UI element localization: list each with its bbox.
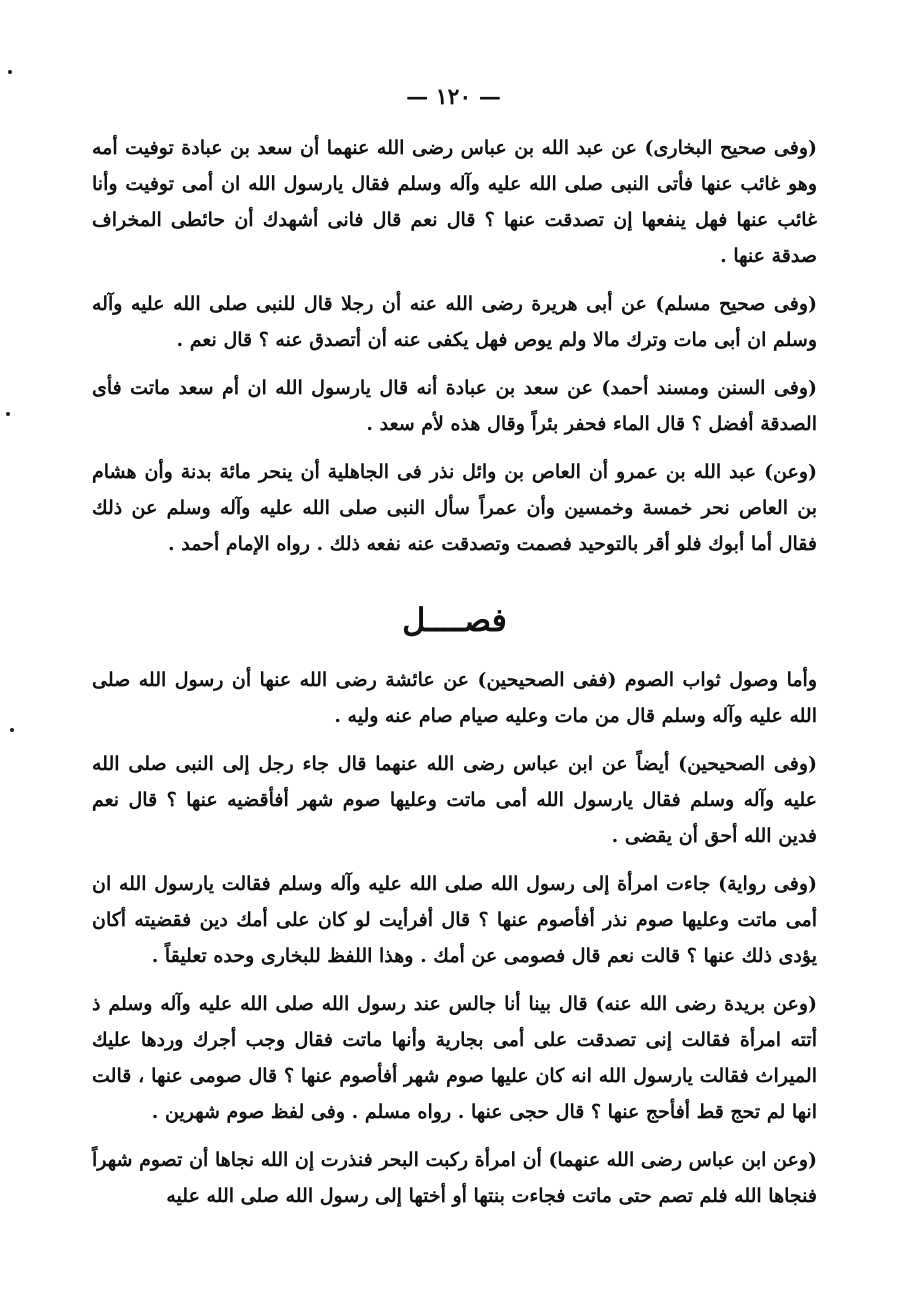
scan-speck bbox=[10, 728, 14, 732]
paragraph: (وفى السنن ومسند أحمد) عن سعد بن عبادة أنه قال يارسول الله ان أم سعد ماتت فأى الصدقة أفضل ؟ قال الماء فحفر بئراً وقال هذه لأم سعد . bbox=[92, 377, 817, 435]
paragraph: (وعن بريدة رضى الله عنه) قال بينا أنا جالس عند رسول الله صلى الله عليه وآله وسلم ذ أتته امرأة فقالت إنى تصدقت على أمى بجارية وأنها ماتت فقال وجب أجرك وردها عليك الميراث فقالت يارسول الله انه كان عليها صوم شهر أفأصوم عنها ؟ قال صومى عنها ، قالت انها لم تحج قط أفأحج عنها ؟ قال حجى عنها . رواه مسلم . وفى لفظ صوم شهرين . bbox=[92, 993, 817, 1123]
scan-speck bbox=[6, 412, 10, 416]
section-heading: فصــــل bbox=[402, 601, 507, 639]
paragraph: وأما وصول ثواب الصوم (ففى الصحيحين) عن عائشة رضى الله عنها أن رسول الله صلى الله عليه وآله وسلم قال من مات وعليه صيام صام عنه وليه . bbox=[92, 669, 817, 727]
paragraph: (وعن) عبد الله بن عمرو أن العاص بن وائل نذر فى الجاهلية أن ينحر مائة بدنة وأن هشام بن العاص نحر خمسة وخمسين وأن عمراً سأل النبى صلى الله عليه وآله وسلم عن ذلك فقال أما أبوك فلو أقر بالتوحيد فصمت وتصدقت عنه نفعه ذلك . رواه الإمام أحمد . bbox=[92, 461, 817, 555]
page-body bbox=[92, 130, 817, 1226]
paragraph: (وفى صحيح البخارى) عن عبد الله بن عباس رضى الله عنهما أن سعد بن عبادة توفيت أمه وهو غائب عنها فأتى النبى صلى الله عليه وآله وسلم فقال يارسول الله ان أمى توفيت وأنا غائب عنها فهل ينفعها إن تصدقت عنها ؟ قال نعم قال فانى أشهدك أن حائطى المخراف صدقة عنها . bbox=[92, 137, 817, 267]
scan-speck bbox=[8, 70, 12, 74]
page-number: — ١٢٠ — bbox=[406, 84, 501, 110]
paragraph: (وفى صحيح مسلم) عن أبى هريرة رضى الله عنه أن رجلا قال للنبى صلى الله عليه وآله وسلم ان أبى مات وترك مالا ولم يوص فهل يكفى عنه أن أتصدق عنه ؟ قال نعم . bbox=[92, 293, 817, 351]
paragraph: (وفى الصحيحين) أيضاً عن ابن عباس رضى الله عنهما قال جاء رجل إلى النبى صلى الله عليه وآله وسلم فقال يارسول الله أمى ماتت وعليها صوم شهر أفأقضيه عنها ؟ قال نعم فدين الله أحق أن يقضى . bbox=[92, 753, 817, 847]
paragraph: (وفى رواية) جاءت امرأة إلى رسول الله صلى الله عليه وآله وسلم فقالت يارسول الله ان أمى ماتت وعليها صوم نذر أفأصوم عنها ؟ قال أفرأيت لو كان على أمك دين فقضيته أكان يؤدى ذلك عنها ؟ قالت نعم قال فصومى عن أمك . وهذا اللفظ للبخارى وحده تعليقاً . bbox=[92, 873, 817, 967]
paragraph: (وعن ابن عباس رضى الله عنهما) أن امرأة ركبت البحر فنذرت إن الله نجاها أن تصوم شهراً فنجاها الله فلم تصم حتى ماتت فجاءت بنتها أو أختها إلى رسول الله صلى الله عليه bbox=[92, 1149, 817, 1207]
